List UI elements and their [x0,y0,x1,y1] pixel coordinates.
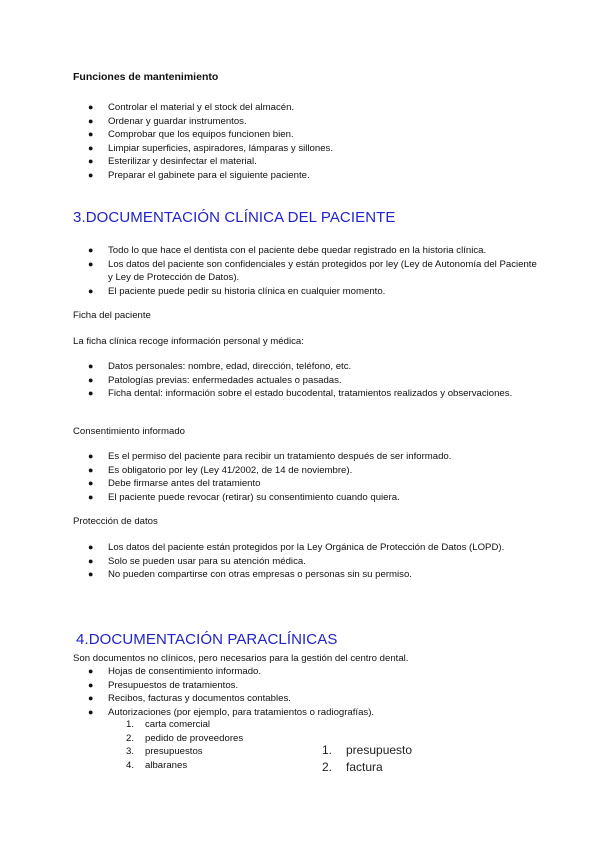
bullet-icon: ● [88,451,94,461]
bullet-icon: ● [88,169,94,180]
list-item: ● El paciente puede revocar (retirar) su consentimiento cuando quiera. [88,491,400,503]
list-item: 4. albaranes [126,759,188,771]
bullet-icon: ● [88,102,94,112]
list-item: ● Patologías previas: enfermedades actuales o pasadas. [88,374,342,386]
list-item: 1. carta comercial [126,719,211,730]
bullet-icon: ● [88,478,94,488]
side-list [322,742,412,776]
maintenance-heading: Funciones de mantenimiento [73,71,219,83]
list-item: 1. presupuesto [322,743,413,757]
bullet-icon: ● [88,142,94,153]
bullet-icon: ● [88,679,94,690]
bullet-icon: ● [88,374,94,385]
bullet-icon: ● [88,245,94,255]
list-item: 3. presupuestos [126,746,203,757]
protection-label: Protección de datos [73,516,158,527]
section-3-list [88,244,538,298]
section-3-title: 3.DOCUMENTACIÓN CLÍNICA DEL PACIENTE [73,209,396,226]
bullet-icon: ● [88,693,94,703]
list-item: 2. pedido de proveedores [126,732,244,744]
bullet-icon: ● [88,115,94,126]
list-item: ● Datos personales: nombre, edad, dirección, teléfono, etc. [88,361,352,372]
bullet-icon: ● [88,388,94,398]
list-item: ● Es el permiso del paciente para recibir un tratamiento después de ser informado. [88,451,452,462]
maintenance-list [88,101,538,182]
bullet-icon: ● [88,491,94,502]
list-item: ● Esterilizar y desinfectar el material. [88,156,257,167]
section-4-list [88,665,538,719]
section-4-sublist [126,718,243,772]
section-4-intro: Son documentos no clínicos, pero necesarios para la gestión del centro dental. [73,653,409,664]
ficha-list [88,360,538,401]
bullet-icon: ● [88,569,94,579]
ficha-label: Ficha del paciente [73,310,151,321]
list-item: ● Hojas de consentimiento informado. [88,666,262,677]
list-item: ● Autorizaciones (por ejemplo, para tratamientos o radiografías). [88,706,375,718]
bullet-icon: ● [88,464,94,475]
bullet-icon: ● [88,361,94,371]
list-item: ● Controlar el material y el stock del almacén. [88,102,295,113]
list-item: ● Preparar el gabinete para el siguiente paciente. [88,169,310,181]
bullet-icon: ● [88,542,94,552]
list-item: ● Solo se pueden usar para su atención médica. [88,555,306,567]
bullet-icon: ● [88,129,94,139]
consent-list [88,450,538,504]
list-item: ● No pueden compartirse con otras empresas o personas sin su permiso. [88,569,412,580]
bullet-icon: ● [88,156,94,166]
bullet-icon: ● [88,706,94,717]
list-item: ● Limpiar superficies, aspiradores, lámparas y sillones. [88,142,334,154]
consent-label: Consentimiento informado [73,426,185,437]
list-item: ● El paciente puede pedir su historia clínica en cualquier momento. [88,285,386,297]
protection-list [88,541,538,582]
bullet-icon: ● [88,666,94,676]
list-item: ● Todo lo que hace el dentista con el paciente debe quedar registrado en la historia clínica. [88,245,487,256]
list-item: 2. factura [322,760,383,774]
list-item: ● Debe firmarse antes del tratamiento [88,478,261,489]
bullet-icon: ● [88,555,94,566]
list-item: ● Ordenar y guardar instrumentos. [88,115,247,127]
section-4-title: 4.DOCUMENTACIÓN PARACLÍNICAS [76,631,338,648]
list-item: ● Comprobar que los equipos funcionen bien. [88,129,294,140]
list-item: ● Presupuestos de tratamientos. [88,679,239,691]
list-item: ● Recibos, facturas y documentos contables. [88,693,291,704]
list-item: ● Los datos del paciente están protegidos por la Ley Orgánica de Protección de Datos (LOPD). [88,542,505,553]
bullet-icon: ● [88,258,94,269]
ficha-intro: La ficha clínica recoge información personal y médica: [73,336,304,347]
bullet-icon: ● [88,285,94,296]
list-item: ● Es obligatorio por ley (Ley 41/2002, de 14 de noviembre). [88,464,353,476]
list-item: ● Ficha dental: información sobre el estado bucodental, tratamientos realizados y observaciones. [88,388,513,399]
list-item: ● Los datos del paciente son confidenciales y están protegidos por ley (Ley de Autonomía del Paciente y Ley de Protección de Datos). [88,258,537,283]
